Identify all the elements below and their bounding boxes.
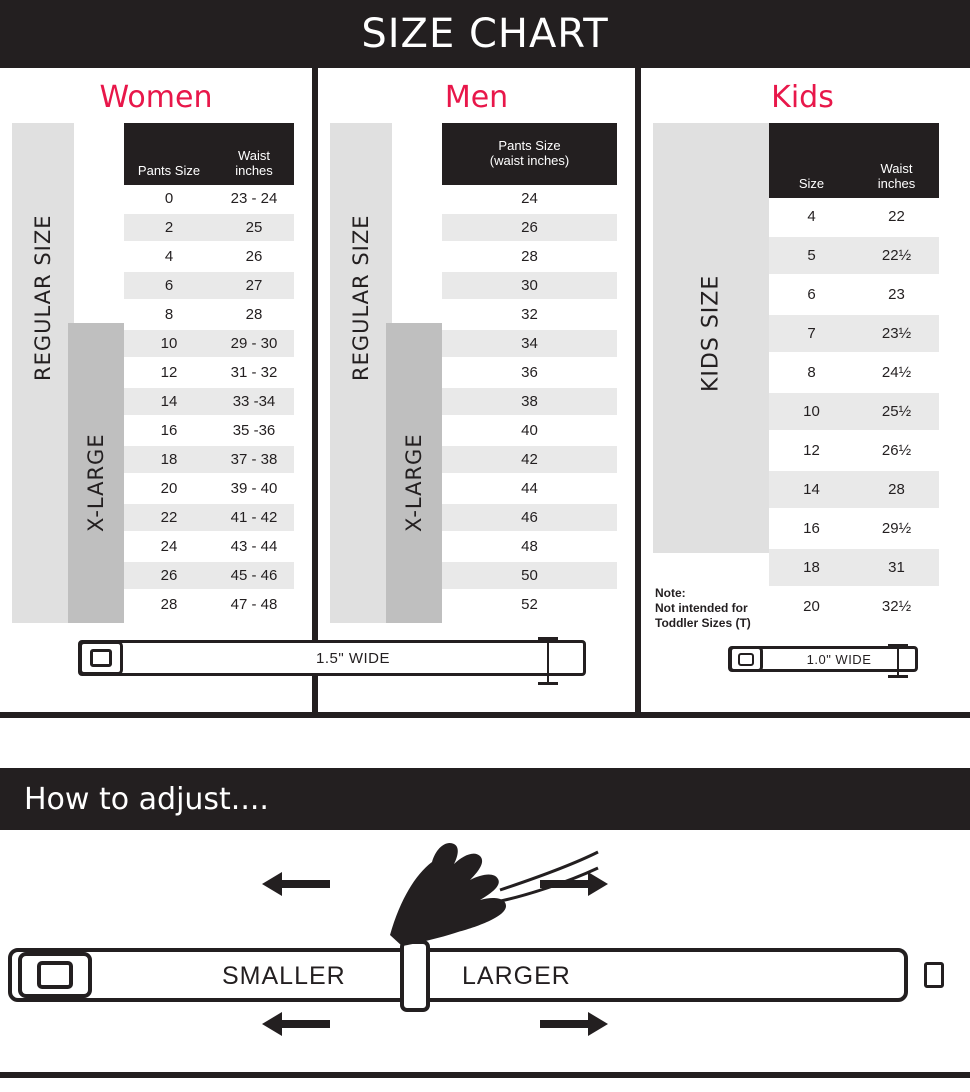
cell-waist: 33 -34 bbox=[214, 387, 294, 416]
cell-size: 0 bbox=[124, 185, 214, 213]
kids-header-waist-line2: inches bbox=[877, 176, 916, 192]
women-header-waist-line1: Waist bbox=[237, 148, 271, 164]
men-xlarge-label: X-LARGE bbox=[402, 433, 426, 533]
kids-size-table bbox=[769, 123, 939, 627]
page-title: SIZE CHART bbox=[361, 11, 609, 57]
men-heading: Men bbox=[444, 80, 509, 115]
kids-header-size: Size bbox=[769, 123, 854, 198]
cell-waist: 32 bbox=[442, 300, 617, 329]
cell-waist: 42 bbox=[442, 445, 617, 474]
cell-waist: 50 bbox=[442, 561, 617, 590]
table-row bbox=[124, 590, 294, 619]
kids-belt-buckle-icon bbox=[729, 646, 763, 672]
table-row bbox=[769, 198, 939, 236]
women-xlarge-strip bbox=[68, 323, 124, 623]
kids-table-area bbox=[641, 123, 964, 643]
cell-size: 20 bbox=[769, 587, 854, 626]
howto-illustration bbox=[0, 830, 970, 1078]
charts-container bbox=[0, 68, 970, 718]
table-row bbox=[442, 387, 617, 416]
women-table-body bbox=[124, 185, 294, 619]
women-header-pants-size: Pants Size bbox=[124, 123, 214, 185]
cell-waist: 26 bbox=[214, 242, 294, 271]
table-row bbox=[442, 445, 617, 474]
cell-waist: 36 bbox=[442, 358, 617, 387]
cell-waist: 39 - 40 bbox=[214, 474, 294, 503]
arrow-left-bottom-icon bbox=[282, 1020, 330, 1028]
cell-waist: 31 - 32 bbox=[214, 358, 294, 387]
table-row bbox=[442, 242, 617, 271]
cell-waist: 40 bbox=[442, 416, 617, 445]
women-table-area bbox=[0, 123, 312, 643]
kids-belt-width-label: 1.0" WIDE bbox=[806, 651, 872, 667]
belt-diagrams-row bbox=[0, 632, 970, 714]
adult-belt-measure-icon bbox=[547, 637, 549, 685]
cell-waist: 48 bbox=[442, 532, 617, 561]
men-regular-size-label: REGULAR SIZE bbox=[349, 214, 373, 382]
hand-illustration-icon bbox=[370, 830, 600, 950]
cell-size: 10 bbox=[769, 392, 854, 431]
cell-size: 16 bbox=[124, 416, 214, 445]
column-men bbox=[318, 68, 641, 712]
cell-size: 18 bbox=[124, 445, 214, 474]
table-row bbox=[442, 185, 617, 213]
kids-table-body bbox=[769, 198, 939, 626]
table-row bbox=[124, 242, 294, 271]
table-row bbox=[124, 329, 294, 358]
cell-waist: 30 bbox=[442, 271, 617, 300]
table-row bbox=[442, 358, 617, 387]
cell-waist: 28 bbox=[214, 300, 294, 329]
table-row bbox=[769, 353, 939, 392]
kids-header-waist bbox=[854, 123, 939, 198]
men-header-line2: (waist inches) bbox=[489, 153, 570, 168]
howto-title: How to adjust.... bbox=[24, 781, 269, 817]
table-row bbox=[442, 329, 617, 358]
kids-table-header-row bbox=[769, 123, 939, 198]
cell-waist: 29 - 30 bbox=[214, 329, 294, 358]
women-header-waist-line2: inches bbox=[235, 163, 273, 179]
cell-size: 18 bbox=[769, 548, 854, 587]
kids-size-label: KIDS SIZE bbox=[698, 274, 724, 392]
cell-waist: 52 bbox=[442, 590, 617, 619]
demo-belt-buckle-icon bbox=[18, 952, 92, 998]
cell-waist: 38 bbox=[442, 387, 617, 416]
cell-size: 24 bbox=[124, 532, 214, 561]
men-table-header-row bbox=[442, 123, 617, 185]
table-row bbox=[124, 532, 294, 561]
cell-size: 16 bbox=[769, 509, 854, 548]
women-regular-size-strip bbox=[12, 123, 74, 623]
cell-waist: 28 bbox=[854, 470, 939, 509]
cell-waist: 47 - 48 bbox=[214, 590, 294, 619]
women-xlarge-label: X-LARGE bbox=[84, 433, 108, 533]
table-row bbox=[442, 213, 617, 242]
adult-belt-buckle-inner bbox=[90, 649, 112, 667]
cell-size: 12 bbox=[769, 431, 854, 470]
table-row bbox=[124, 213, 294, 242]
women-header-waist bbox=[214, 123, 294, 185]
cell-size: 22 bbox=[124, 503, 214, 532]
arrow-left-top-icon bbox=[282, 880, 330, 888]
cell-size: 12 bbox=[124, 358, 214, 387]
cell-waist: 31 bbox=[854, 548, 939, 587]
cell-waist: 34 bbox=[442, 329, 617, 358]
table-row bbox=[124, 300, 294, 329]
women-table-header-row bbox=[124, 123, 294, 185]
table-row bbox=[769, 470, 939, 509]
kids-belt-strap bbox=[728, 646, 918, 672]
arrow-right-bottom-icon bbox=[540, 1020, 588, 1028]
men-regular-size-strip bbox=[330, 123, 392, 623]
cell-size: 28 bbox=[124, 590, 214, 619]
page-title-bar bbox=[0, 0, 970, 68]
cell-size: 8 bbox=[124, 300, 214, 329]
cell-waist: 25½ bbox=[854, 392, 939, 431]
cell-waist: 35 -36 bbox=[214, 416, 294, 445]
table-row bbox=[124, 271, 294, 300]
cell-waist: 24½ bbox=[854, 353, 939, 392]
cell-waist: 44 bbox=[442, 474, 617, 503]
cell-size: 10 bbox=[124, 329, 214, 358]
table-row bbox=[442, 532, 617, 561]
cell-waist: 46 bbox=[442, 503, 617, 532]
kids-size-strip bbox=[653, 123, 769, 553]
table-row bbox=[442, 561, 617, 590]
cell-size: 2 bbox=[124, 213, 214, 242]
cell-waist: 28 bbox=[442, 242, 617, 271]
table-row bbox=[124, 185, 294, 213]
label-larger: LARGER bbox=[462, 962, 571, 990]
table-row bbox=[124, 416, 294, 445]
kids-note-line1: Note: bbox=[655, 586, 686, 600]
howto-bar bbox=[0, 768, 970, 830]
table-row bbox=[442, 300, 617, 329]
table-row bbox=[769, 548, 939, 587]
cell-waist: 26½ bbox=[854, 431, 939, 470]
women-heading: Women bbox=[99, 80, 213, 115]
cell-waist: 23 bbox=[854, 275, 939, 314]
demo-belt-buckle-inner bbox=[37, 961, 73, 989]
table-row bbox=[124, 474, 294, 503]
table-row bbox=[442, 474, 617, 503]
men-table-area bbox=[318, 123, 635, 643]
demo-belt-end-icon bbox=[924, 962, 944, 988]
table-row bbox=[442, 416, 617, 445]
footer-spacer bbox=[0, 1078, 970, 1092]
cell-size: 5 bbox=[769, 236, 854, 275]
cell-waist: 29½ bbox=[854, 509, 939, 548]
column-kids bbox=[641, 68, 964, 712]
table-row bbox=[442, 590, 617, 619]
cell-size: 7 bbox=[769, 314, 854, 353]
adult-belt-buckle-icon bbox=[79, 641, 123, 675]
kids-note bbox=[655, 586, 751, 631]
cell-waist: 32½ bbox=[854, 587, 939, 626]
kids-note-line3: Toddler Sizes (T) bbox=[655, 616, 751, 630]
demo-belt-slider-icon bbox=[400, 940, 430, 1012]
cell-waist: 24 bbox=[442, 185, 617, 213]
cell-size: 14 bbox=[769, 470, 854, 509]
adult-belt-diagram bbox=[78, 640, 586, 676]
kids-belt-diagram bbox=[728, 646, 918, 672]
cell-size: 14 bbox=[124, 387, 214, 416]
cell-size: 26 bbox=[124, 561, 214, 590]
table-row bbox=[769, 587, 939, 626]
cell-size: 4 bbox=[769, 198, 854, 236]
cell-waist: 41 - 42 bbox=[214, 503, 294, 532]
cell-waist: 45 - 46 bbox=[214, 561, 294, 590]
adult-belt-strap bbox=[78, 640, 586, 676]
table-row bbox=[124, 445, 294, 474]
kids-belt-measure-icon bbox=[897, 644, 899, 678]
table-row bbox=[124, 387, 294, 416]
cell-size: 6 bbox=[124, 271, 214, 300]
table-row bbox=[769, 314, 939, 353]
adult-belt-width-label: 1.5" WIDE bbox=[315, 649, 390, 667]
table-row bbox=[124, 358, 294, 387]
kids-note-line2: Not intended for bbox=[655, 601, 748, 615]
cell-size: 6 bbox=[769, 275, 854, 314]
table-row bbox=[769, 236, 939, 275]
women-size-table bbox=[124, 123, 294, 620]
table-row bbox=[442, 271, 617, 300]
cell-size: 20 bbox=[124, 474, 214, 503]
cell-waist: 23½ bbox=[854, 314, 939, 353]
kids-belt-buckle-inner bbox=[738, 653, 754, 666]
demo-belt-strap bbox=[8, 948, 908, 1002]
men-header-pants-size bbox=[442, 123, 617, 185]
column-women bbox=[0, 68, 318, 712]
cell-waist: 37 - 38 bbox=[214, 445, 294, 474]
cell-waist: 43 - 44 bbox=[214, 532, 294, 561]
cell-waist: 22 bbox=[854, 198, 939, 236]
cell-waist: 23 - 24 bbox=[214, 185, 294, 213]
table-row bbox=[124, 503, 294, 532]
label-smaller: SMALLER bbox=[222, 962, 346, 990]
men-xlarge-strip bbox=[386, 323, 442, 623]
cell-waist: 26 bbox=[442, 213, 617, 242]
table-row bbox=[769, 275, 939, 314]
kids-header-waist-line1: Waist bbox=[880, 161, 913, 177]
table-row bbox=[769, 392, 939, 431]
cell-waist: 25 bbox=[214, 213, 294, 242]
table-row bbox=[769, 431, 939, 470]
cell-waist: 27 bbox=[214, 271, 294, 300]
men-size-table bbox=[442, 123, 617, 620]
kids-heading: Kids bbox=[771, 80, 834, 115]
men-table-body bbox=[442, 185, 617, 619]
cell-size: 4 bbox=[124, 242, 214, 271]
table-row bbox=[124, 561, 294, 590]
table-row bbox=[442, 503, 617, 532]
men-header-line1: Pants Size bbox=[498, 138, 561, 154]
cell-waist: 22½ bbox=[854, 236, 939, 275]
women-regular-size-label: REGULAR SIZE bbox=[31, 214, 55, 382]
cell-size: 8 bbox=[769, 353, 854, 392]
table-row bbox=[769, 509, 939, 548]
